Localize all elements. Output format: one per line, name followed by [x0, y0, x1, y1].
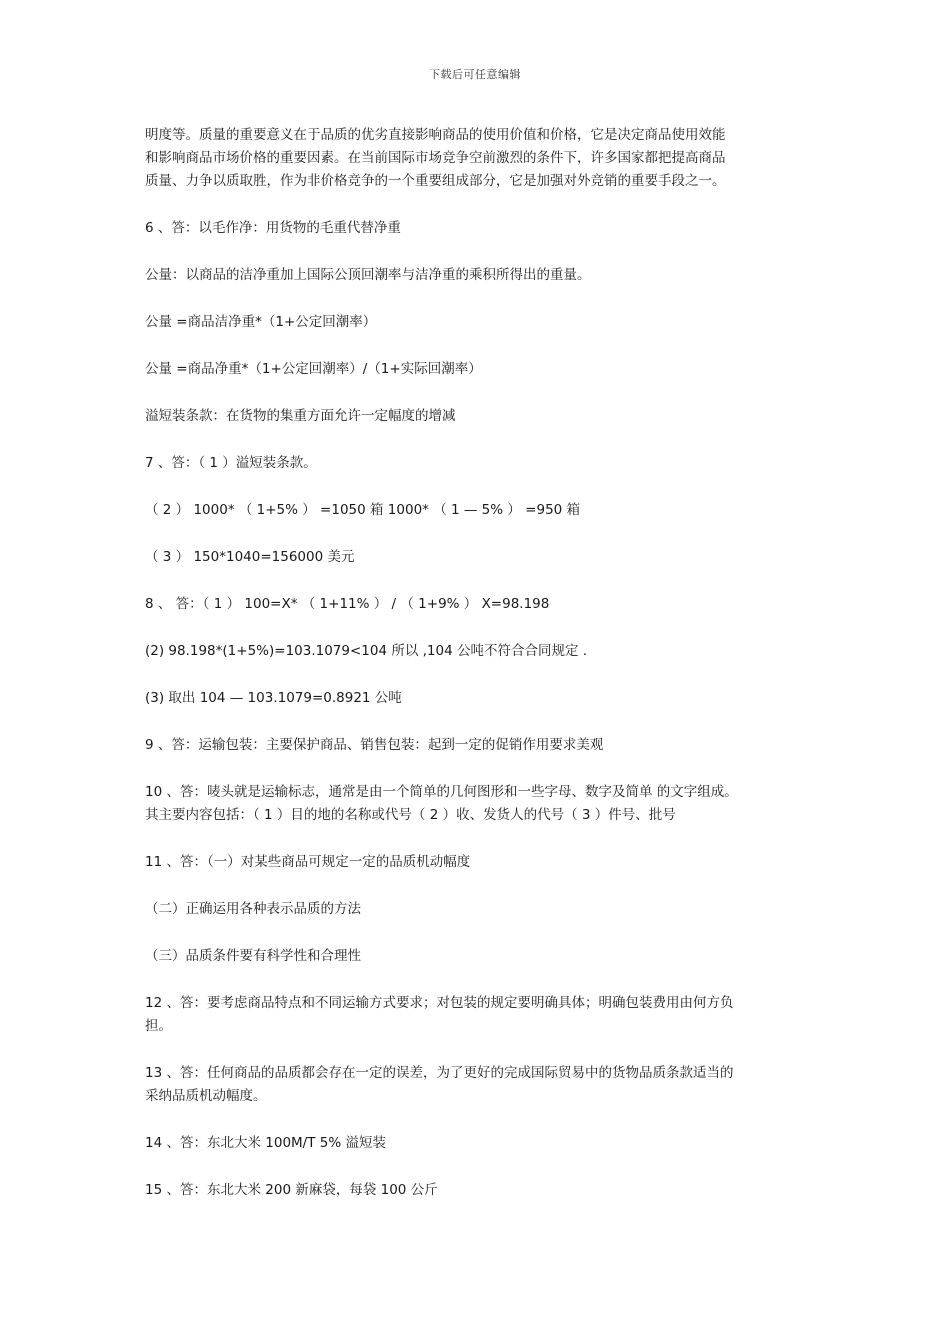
answer-10	[145, 781, 810, 827]
text-line: 公量 =商品净重*（1+公定回潮率）/（1+实际回潮率）	[145, 361, 482, 377]
answer-8-part-2	[145, 640, 810, 663]
answer-11	[145, 851, 810, 874]
text-line: (2) 98.198*(1+5%)=103.1079<104 所以 ,104 公吨不符合合同规定 .	[145, 643, 588, 659]
document-body	[145, 124, 810, 1226]
text-line: 11 、答：（一）对某些商品可规定一定的品质机动幅度	[145, 854, 471, 870]
answer-8-part-3	[145, 687, 810, 710]
answer-15	[145, 1179, 810, 1202]
answer-14	[145, 1132, 810, 1155]
text-line: 7 、答：（ 1 ）溢短装条款。	[145, 455, 317, 471]
text-line: （二）正确运用各种表示品质的方法	[145, 901, 361, 917]
answer-6	[145, 217, 810, 240]
paragraph-quality-significance	[145, 124, 810, 193]
text-line: 质量、力争以质取胜，作为非价格竞争的一个重要组成部分，它是加强对外竞销的重要手段之一。	[145, 173, 726, 189]
formula-conditioned-weight-2	[145, 358, 810, 381]
text-line: 13 、答：任何商品的品质都会存在一定的误差，为了更好的完成国际贸易中的货物品质条款适当的	[145, 1065, 734, 1081]
answer-11-part-3	[145, 945, 810, 968]
formula-conditioned-weight-1	[145, 311, 810, 334]
answer-13	[145, 1062, 810, 1108]
text-line: 其主要内容包括：（ 1 ）目的地的名称或代号（ 2 ）收、发货人的代号（ 3 ）件号、批号	[145, 807, 676, 823]
paragraph-more-or-less-clause	[145, 405, 810, 428]
answer-11-part-2	[145, 898, 810, 921]
page-header: 下载后可任意编辑	[429, 68, 521, 81]
text-line: 10 、答：唛头就是运输标志，通常是由一个简单的几何图形和一些字母、数字及简单 的文字组成。	[145, 784, 738, 800]
text-line: 采纳品质机动幅度。	[145, 1088, 267, 1104]
text-line: 9 、答：运输包装：主要保护商品、销售包装：起到一定的促销作用要求美观	[145, 737, 604, 753]
paragraph-conditioned-weight	[145, 264, 810, 287]
answer-12	[145, 992, 810, 1038]
text-line: 6 、答：以毛作净：用货物的毛重代替净重	[145, 220, 401, 236]
text-line: 12 、答：要考虑商品特点和不同运输方式要求；对包装的规定要明确具体；明确包装费用由何方负	[145, 995, 734, 1011]
text-line: (3) 取出 104 — 103.1079=0.8921 公吨	[145, 690, 402, 706]
answer-9	[145, 734, 810, 757]
answer-7-part-3	[145, 546, 810, 569]
text-line: 担。	[145, 1018, 172, 1034]
text-line: 明度等。质量的重要意义在于品质的优劣直接影响商品的使用价值和价格，它是决定商品使用效能	[145, 127, 726, 143]
answer-7	[145, 452, 810, 475]
text-line: 溢短装条款：在货物的集重方面允许一定幅度的增减	[145, 408, 456, 424]
text-line: 14 、答：东北大米 100M/T 5% 溢短装	[145, 1135, 386, 1151]
text-line: 15 、答：东北大米 200 新麻袋，每袋 100 公斤	[145, 1182, 438, 1198]
text-line: 8 、 答：（ 1 ） 100=X* （ 1+11% ） / （ 1+9% ） X=98.198	[145, 596, 550, 612]
text-line: （ 2 ） 1000* （ 1+5% ） =1050 箱 1000* （ 1 — 5% ） =950 箱	[145, 502, 581, 518]
text-line: （三）品质条件要有科学性和合理性	[145, 948, 361, 964]
text-line: 和影响商品市场价格的重要因素。在当前国际市场竞争空前激烈的条件下，许多国家都把提高商品	[145, 150, 726, 166]
answer-7-part-2	[145, 499, 810, 522]
answer-8	[145, 593, 810, 616]
text-line: 公量：以商品的洁净重加上国际公顶回潮率与洁净重的乘积所得出的重量。	[145, 267, 591, 283]
text-line: （ 3 ） 150*1040=156000 美元	[145, 549, 355, 565]
text-line: 公量 =商品洁净重*（1+公定回潮率）	[145, 314, 377, 330]
